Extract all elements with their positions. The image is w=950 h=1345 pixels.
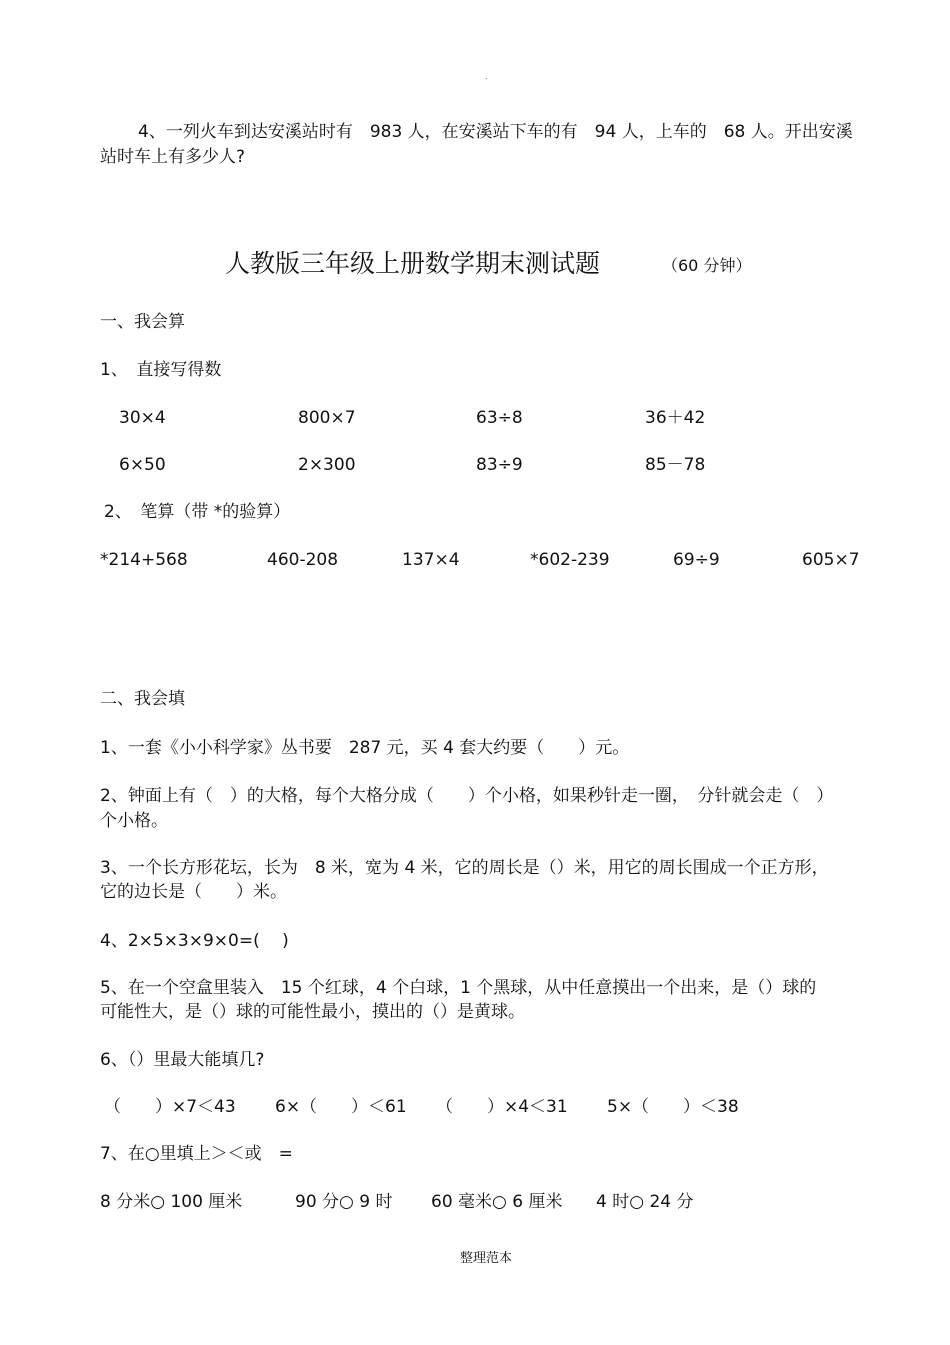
calc-item: 83÷9 xyxy=(476,455,523,475)
fill-question-2-line1: 2、钟面上有（ ）的大格，每个大格分成（ ）个小格，如果秒针走一圈， 分针就会走（ ） xyxy=(100,786,834,806)
section1-q2-label: 2、 笔算（带 *的验算） xyxy=(104,502,291,522)
written-calc-item: 69÷9 xyxy=(673,550,720,570)
fill-question-5-line2: 可能性大，是（）球的可能性最小，摸出的（）是黄球。 xyxy=(100,1002,525,1022)
fill-question-3-line1: 3、一个长方形花坛，长为 8 米，宽为 4 米，它的周长是（）米，用它的周长围成一个正方形， xyxy=(100,858,829,878)
fill-question-5-line1: 5、在一个空盒里装入 15 个红球，4 个白球，1 个黑球，从中任意摸出一个出来，是（）球的 xyxy=(100,978,817,998)
fill-question-6: 6、（）里最大能填几? xyxy=(100,1050,265,1070)
page-footer: 整理范本 xyxy=(460,1251,513,1266)
calc-item: 85－78 xyxy=(645,455,706,475)
calc-item: 30×4 xyxy=(119,408,166,428)
compare-item: 4 时○ 24 分 xyxy=(596,1192,694,1212)
written-calc-item: 460-208 xyxy=(267,550,339,570)
header-mark: . xyxy=(485,72,488,81)
calc-item: 2×300 xyxy=(298,455,356,475)
calc-item: 6×50 xyxy=(119,455,166,475)
fill-question-2-line2: 个小格。 xyxy=(100,811,168,831)
fill-question-4: 4、2×5×3×9×0=( ) xyxy=(100,931,289,951)
compare-item: 90 分○ 9 时 xyxy=(295,1192,393,1212)
inequality-item: （ ）×4＜31 xyxy=(436,1097,568,1117)
section1-q1-label: 1、 直接写得数 xyxy=(100,360,222,380)
calc-item: 800×7 xyxy=(298,408,356,428)
prev-problem-line2: 站时车上有多少人? xyxy=(100,147,246,167)
title-duration-note: （60 分钟） xyxy=(662,256,752,275)
written-calc-item: 605×7 xyxy=(802,550,860,570)
fill-question-7: 7、在○里填上＞＜或 = xyxy=(100,1144,293,1164)
prev-problem-line1: 4、一列火车到达安溪站时有 983 人，在安溪站下车的有 94 人，上车的 68 人。开出安溪 xyxy=(138,122,853,142)
inequality-item: （ ）×7＜43 xyxy=(104,1097,236,1117)
written-calc-item: 137×4 xyxy=(402,550,460,570)
calc-item: 36＋42 xyxy=(645,408,706,428)
fill-question-3-line2: 它的边长是（ ）米。 xyxy=(100,882,287,902)
written-calc-item: *214+568 xyxy=(100,550,188,570)
section2-heading: 二、我会填 xyxy=(100,689,185,709)
inequality-item: 5×（ ）＜38 xyxy=(607,1097,739,1117)
compare-item: 60 毫米○ 6 厘米 xyxy=(431,1192,563,1212)
compare-item: 8 分米○ 100 厘米 xyxy=(100,1192,243,1212)
section1-heading: 一、我会算 xyxy=(100,312,185,332)
calc-item: 63÷8 xyxy=(476,408,523,428)
page-title: 人教版三年级上册数学期末测试题 xyxy=(225,249,601,278)
fill-question-1: 1、一套《小小科学家》丛书要 287 元，买 4 套大约要（ ）元。 xyxy=(100,738,630,758)
written-calc-item: *602-239 xyxy=(530,550,610,570)
inequality-item: 6×（ ）＜61 xyxy=(275,1097,407,1117)
